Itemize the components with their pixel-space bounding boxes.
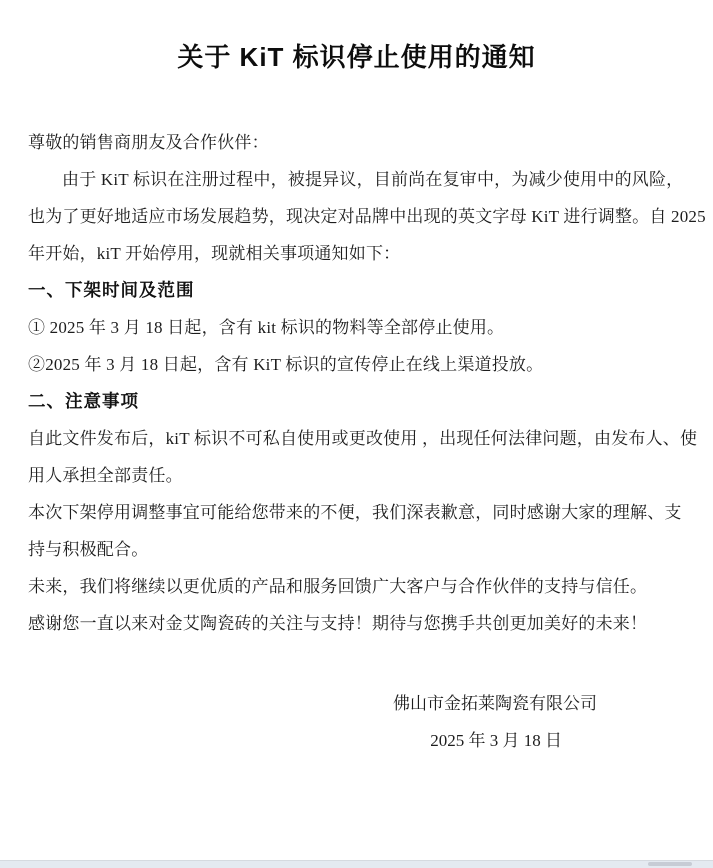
document-body — [0, 124, 713, 759]
section1-item-2: ②2025 年 3 月 18 日起，含有 KiT 标识的宣传停止在线上渠道投放。 — [28, 355, 544, 374]
intro-line-1: 由于 KiT 标识在注册过程中，被提异议，目前尚在复审中，为减少使用中的风险， — [62, 170, 684, 189]
section2-line-6: 感谢您一直以来对金艾陶瓷砖的关注与支持！期待与您携手共创更加美好的未来！ — [28, 614, 648, 633]
section1-item-1: ① 2025 年 3 月 18 日起，含有 kit 标识的物料等全部停止使用。 — [28, 318, 505, 337]
signature-block — [28, 685, 685, 759]
section1-heading: 一、下架时间及范围 — [28, 280, 195, 300]
intro-line-2: 也为了更好地适应市场发展趋势，现决定对品牌中出现的英文字母 KiT 进行调整。自 2025 — [28, 207, 706, 226]
salutation: 尊敬的销售商朋友及合作伙伴： — [28, 133, 269, 152]
signature-company: 佛山市金拓莱陶瓷有限公司 — [393, 694, 597, 713]
document-title: 关于 KiT 标识停止使用的通知 — [177, 42, 536, 72]
signature-date: 2025 年 3 月 18 日 — [430, 731, 562, 750]
section2-line-2: 用人承担全部责任。 — [28, 466, 183, 485]
window-bottom-bar — [0, 860, 713, 868]
section2-line-1: 自此文件发布后，kiT 标识不可私自使用或更改使用 ，出现任何法律问题，由发布人、使 — [28, 429, 698, 448]
intro-line-3: 年开始，kiT 开始停用，现就相关事项通知如下： — [28, 244, 401, 263]
section2-line-5: 未来，我们将继续以更优质的产品和服务回馈广大客户与合作伙伴的支持与信任。 — [28, 577, 648, 596]
section2-heading: 二、注意事项 — [28, 391, 139, 411]
scrollbar-thumb[interactable] — [648, 862, 692, 866]
section2-line-3: 本次下架停用调整事宜可能给您带来的不便，我们深表歉意，同时感谢大家的理解、支 — [28, 503, 682, 522]
section2-line-4: 持与积极配合。 — [28, 540, 149, 559]
